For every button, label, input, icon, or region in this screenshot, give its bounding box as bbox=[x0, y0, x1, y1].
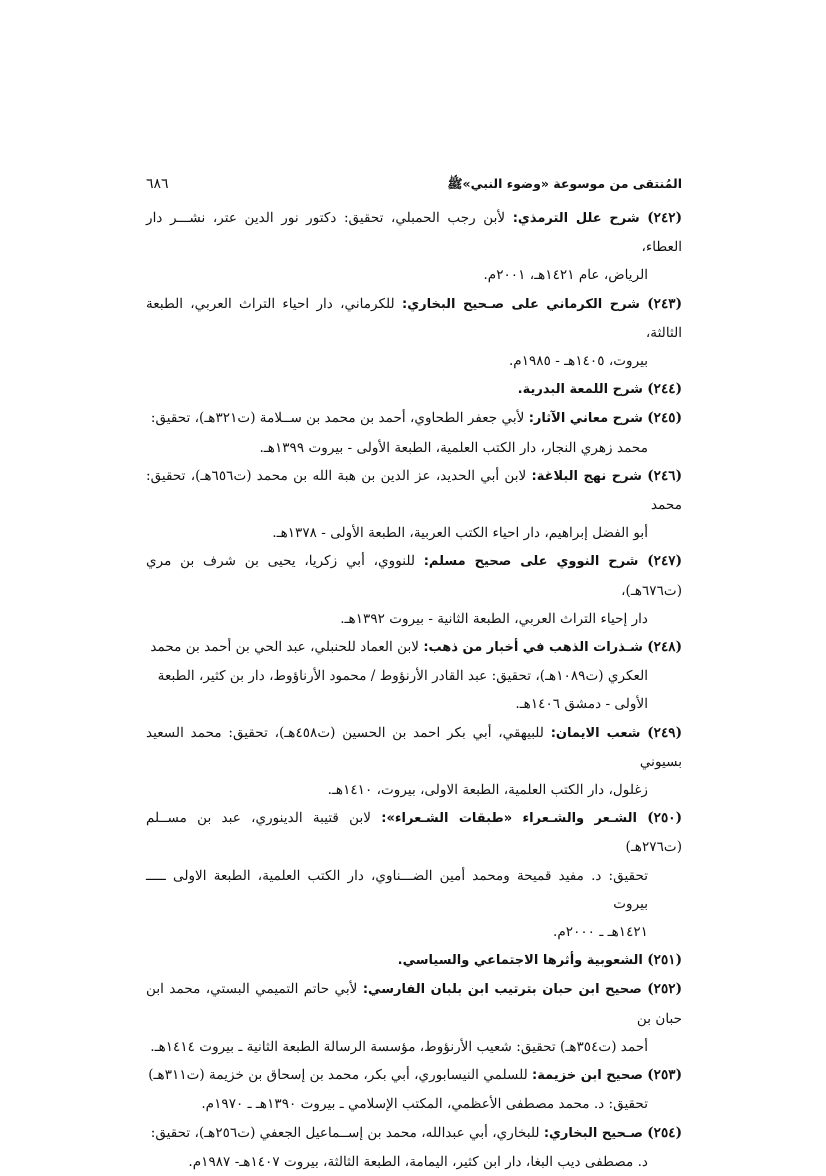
bibliography-entry bbox=[146, 804, 682, 946]
entry-text: دار إحياء التراث العربي، الطبعة الثانية - بيروت ١٣٩٢هـ. bbox=[340, 610, 648, 627]
entry-number: (٢٥٣) bbox=[647, 1067, 682, 1084]
entry-text: تحقيق: د. مفيد قميحة ومحمد أمين الضـــناوي، دار الكتب العلمية، الطبعة الاولى ـــــ بيروت bbox=[146, 867, 648, 912]
entry-number: (٢٤٨) bbox=[647, 639, 682, 656]
entry-title: شرح النووي على صحيح مسلم: bbox=[423, 554, 639, 570]
bibliography-entry bbox=[146, 204, 682, 290]
entry-title: الشـعر والشـعراء «طبقات الشـعراء»: bbox=[381, 811, 637, 827]
entry-title: شعب الايمان: bbox=[550, 725, 641, 741]
bibliography-entry bbox=[146, 719, 682, 805]
entry-first-line bbox=[146, 404, 682, 433]
running-title: المُنتقى من موسوعة «وضوء النبي»ﷺ bbox=[447, 176, 682, 191]
entry-text: ١٤٢١هـ ـ ٢٠٠٠م. bbox=[553, 924, 648, 941]
entry-text: بيروت، ١٤٠٥هـ - ١٩٨٥م. bbox=[508, 353, 648, 370]
entry-first-line bbox=[146, 804, 682, 861]
entry-number: (٢٥٠) bbox=[647, 810, 683, 827]
entry-number: (٢٤٧) bbox=[647, 553, 682, 570]
entry-text: زغلول، دار الكتب العلمية، الطبعة الاولى، بيروت، ١٤١٠هـ. bbox=[327, 782, 648, 799]
entry-title: شرح الكرماني على صـحيح البخاري: bbox=[402, 296, 640, 312]
entry-number: (٢٥١) bbox=[647, 952, 682, 969]
bibliography-entry bbox=[146, 633, 682, 719]
entry-title: شـذرات الذهب في أخبار من ذهب: bbox=[423, 640, 643, 656]
entry-text: لأبي حاتم التميمي البستي، محمد ابن حبان بن bbox=[146, 981, 682, 1027]
book-page bbox=[146, 176, 682, 1176]
entry-text: أبو الفضل إبراهيم، دار احياء الكتب العربية، الطبعة الأولى - ١٣٧٨هـ. bbox=[272, 525, 648, 542]
bibliography-entry bbox=[146, 946, 682, 975]
entry-number: (٢٥٤) bbox=[647, 1124, 682, 1141]
entry-first-line bbox=[146, 547, 682, 604]
bibliography-entry bbox=[146, 547, 682, 633]
entry-first-line bbox=[146, 1119, 682, 1148]
entry-text: لابن العماد للحنبلي، عبد الحي بن أحمد بن محمد bbox=[150, 639, 420, 656]
entry-text: تحقيق: د. محمد مصطفى الأعظمي، المكتب الإسلامي ـ بيروت ١٣٩٠هـ ـ ١٩٧٠م. bbox=[201, 1096, 648, 1113]
entry-first-line bbox=[146, 975, 682, 1032]
entry-title: صحيح ابن خزيمة: bbox=[532, 1068, 643, 1084]
entry-first-line bbox=[146, 1061, 682, 1090]
bibliography-entry bbox=[146, 975, 682, 1061]
entry-number: (٢٤٤) bbox=[647, 381, 682, 398]
page-number: ٦٨٦ bbox=[146, 176, 169, 192]
bibliography-entry bbox=[146, 290, 682, 376]
entry-title: شرح معاني الآثار: bbox=[528, 411, 643, 427]
entry-text: أحمد (ت٣٥٤هـ) تحقيق: شعيب الأرنؤوط، مؤسسة الرسالة الطبعة الثانية ـ بيروت ١٤١٤هـ. bbox=[150, 1038, 648, 1055]
entry-first-line bbox=[146, 290, 682, 347]
entry-title: الشعوبية وأثرها الاجتماعي والسياسي. bbox=[397, 953, 643, 969]
bibliography-list bbox=[146, 204, 682, 1176]
bibliography-entry bbox=[146, 462, 682, 548]
entry-text: لأبن رجب الحمبلي، تحقيق: دكتور نور الدين عتر، نشـــر دار العطاء، bbox=[146, 210, 682, 256]
entry-text: للبيهقي، أبي بكر احمد بن الحسين (ت٤٥٨هـ)، تحقيق: محمد السعيد بسيوني bbox=[146, 724, 682, 770]
entry-number: (٢٥٢) bbox=[647, 981, 682, 998]
entry-title: صـحيح البخاري: bbox=[543, 1125, 643, 1141]
bibliography-entry bbox=[146, 1061, 682, 1118]
entry-number: (٢٤٩) bbox=[647, 724, 682, 741]
entry-text: د. مصطفى ديب البغا، دار ابن كثير، اليمامة، الطبعة الثالثة، بيروت ١٤٠٧هـ- ١٩٨٧م. bbox=[188, 1153, 648, 1170]
entry-text: العكري (ت١٠٨٩هـ)، تحقيق: عبد القادر الأرنؤوط / محمود الأرناؤوط، دار بن كثير، الطبعة bbox=[157, 668, 648, 685]
entry-number: (٢٤٥) bbox=[647, 410, 682, 427]
entry-first-line bbox=[146, 946, 682, 975]
entry-first-line bbox=[146, 633, 682, 662]
entry-first-line bbox=[146, 719, 682, 776]
entry-text: للكرماني، دار احياء التراث العربي، الطبعة الثالثة، bbox=[146, 295, 682, 341]
entry-title: شرح علل الترمذي: bbox=[512, 211, 640, 226]
entry-title: صحيح ابن حبان بترتيب ابن بلبان الفارسي: bbox=[362, 982, 642, 998]
entry-text: للبخاري، أبي عبدالله، محمد بن إســماعيل الجعفي (ت٢٥٦هـ)، تحقيق: bbox=[150, 1124, 540, 1141]
entry-first-line bbox=[146, 375, 682, 404]
entry-first-line bbox=[146, 204, 682, 261]
entry-number: (٢٤٢) bbox=[647, 210, 682, 226]
entry-number: (٢٤٦) bbox=[647, 467, 682, 484]
entry-text: للنووي، أبي زكريا، يحيى بن شرف بن مري (ت٦٧٦هـ)، bbox=[146, 553, 682, 599]
entry-text: لابن أبي الحديد، عز الدين بن هبة الله بن محمد (ت٦٥٦هـ)، تحقيق: محمد bbox=[146, 467, 682, 514]
entry-text: للسلمي النيسابوري، أبي بكر، محمد بن إسحاق بن خزيمة (ت٣١١هـ) bbox=[148, 1067, 528, 1084]
entry-number: (٢٤٣) bbox=[647, 295, 683, 312]
bibliography-entry bbox=[146, 404, 682, 461]
entry-text: الرياض، عام ١٤٢١هـ، ٢٠٠١م. bbox=[483, 267, 648, 284]
bibliography-entry bbox=[146, 1119, 682, 1176]
entry-text: الأولى - دمشق ١٤٠٦هـ. bbox=[515, 696, 648, 713]
running-header bbox=[146, 176, 682, 204]
entry-text: لأبي جعفر الطحاوي، أحمد بن محمد بن ســلامة (ت٣٢١هـ)، تحقيق: bbox=[150, 410, 525, 427]
entry-title: شرح نهج البلاغة: bbox=[531, 468, 642, 484]
entry-first-line bbox=[146, 462, 682, 519]
entry-title: شرح اللمعة البدرية. bbox=[517, 382, 643, 398]
bibliography-entry bbox=[146, 375, 682, 404]
entry-text: محمد زهري النجار، دار الكتب العلمية، الطبعة الأولى - بيروت ١٣٩٩هـ. bbox=[259, 439, 648, 456]
entry-text: لابن قتيبة الدينوري، عبد بن مســلم (ت٢٧٦هـ) bbox=[146, 810, 682, 856]
